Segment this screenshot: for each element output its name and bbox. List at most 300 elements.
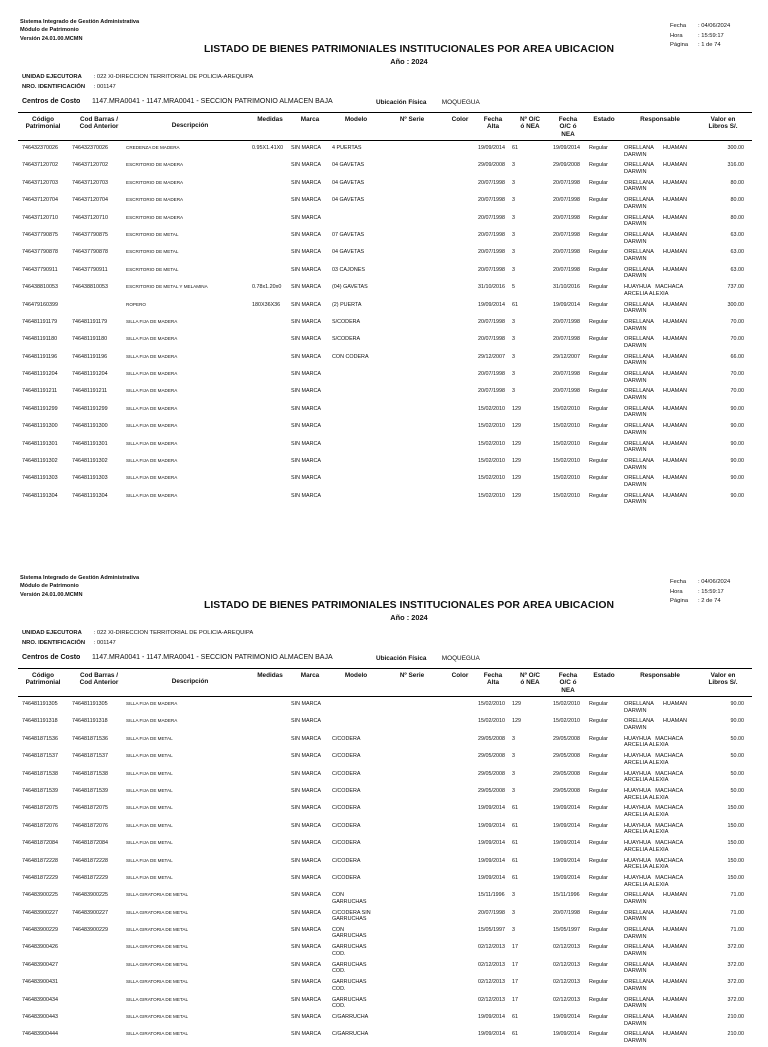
cell-marca: SIN MARCA <box>291 1031 321 1038</box>
responsable-line: ORELLANA HUAMAN <box>624 179 688 186</box>
cell-descripcion: ESCRITORIO DE MADERA <box>126 214 184 220</box>
cell-estado: Regular <box>589 353 608 360</box>
cell-fecha-alta: 29/12/2007 <box>478 353 505 360</box>
cell-fecha-oc: 02/12/2013 <box>553 979 580 986</box>
fecha-value: : 04/06/2024 <box>698 23 731 29</box>
cell-nro-oc: 3 <box>512 735 515 742</box>
cell-nro-oc: 129 <box>512 423 521 430</box>
cell-estado: Regular <box>589 197 608 204</box>
cell-fecha-oc: 20/07/1998 <box>553 909 580 916</box>
cell-modelo: (04) GAVETAS <box>332 284 368 291</box>
cell-estado: Regular <box>589 231 608 238</box>
cell-marca: SIN MARCA <box>291 718 321 725</box>
cell-nro-oc: 3 <box>512 353 515 360</box>
pagina-label: Página <box>670 598 689 604</box>
cell-estado: Regular <box>589 961 608 968</box>
cell-nro-oc: 3 <box>512 909 515 916</box>
cell-fecha-oc: 19/09/2014 <box>553 822 580 829</box>
cell-fecha-alta: 19/09/2014 <box>478 145 505 151</box>
cell-marca: SIN MARCA <box>291 197 321 204</box>
responsable-line: HUAYHUA MACHACA <box>624 822 684 829</box>
cell-descripcion: ROPERO <box>126 301 146 307</box>
cell-responsable <box>624 1014 687 1027</box>
cell-fecha-alta: 15/05/1997 <box>478 927 505 934</box>
cell-barras: 746481191180 <box>72 336 108 343</box>
cell-fecha-alta: 29/05/2008 <box>478 787 505 794</box>
cell-codigo: 746481872076 <box>22 822 58 829</box>
cell-barras: 746481191300 <box>72 423 108 430</box>
responsable-line: ORELLANA HUAMAN <box>624 214 688 221</box>
col-medidas: Medidas <box>257 116 283 123</box>
cell-nro-oc: 3 <box>512 318 515 325</box>
cell-valor: 737.00 <box>727 284 744 291</box>
cell-fecha-alta: 15/02/2010 <box>478 440 505 447</box>
responsable-line: DARWIN <box>624 1038 647 1045</box>
table-row <box>0 352 768 369</box>
cell-fecha-alta: 20/07/1998 <box>478 318 505 325</box>
cell-codigo: 746481871539 <box>22 787 58 794</box>
cell-marca: SIN MARCA <box>291 770 321 777</box>
cell-estado: Regular <box>589 266 608 273</box>
cell-barras: 746437790911 <box>72 266 108 273</box>
cell-marca: SIN MARCA <box>291 787 321 794</box>
cell-nro-oc: 129 <box>512 405 521 412</box>
cell-estado: Regular <box>589 145 608 151</box>
cell-valor: 372.00 <box>727 961 744 968</box>
cell-descripcion: SILLA FIJA DE METAL <box>126 840 173 846</box>
cell-marca: SIN MARCA <box>291 214 321 221</box>
responsable-line: DARWIN <box>624 933 647 940</box>
cell-codigo: 746483900434 <box>22 996 58 1003</box>
table-row <box>0 317 768 334</box>
table-row <box>0 942 768 959</box>
cell-nro-oc: 61 <box>512 301 518 308</box>
cell-fecha-alta: 19/09/2014 <box>478 1031 505 1038</box>
cell-fecha-oc: 20/07/1998 <box>553 179 580 186</box>
cell-marca: SIN MARCA <box>291 753 321 760</box>
responsable-line: ORELLANA HUAMAN <box>624 701 688 707</box>
cell-fecha-oc: 29/05/2008 <box>553 787 580 794</box>
cell-estado: Regular <box>589 927 608 934</box>
responsable-line: HUAYHUA MACHACA <box>624 735 684 742</box>
responsable-line: ORELLANA HUAMAN <box>624 405 688 412</box>
cell-descripcion: SILLA GIRATORIA DE METAL <box>126 979 189 985</box>
cell-fecha-alta: 15/02/2010 <box>478 718 505 725</box>
responsable-line: ARCELIA ALEXIA <box>624 290 669 297</box>
cell-valor: 210.00 <box>727 1014 744 1021</box>
table-row <box>0 404 768 421</box>
cell-nro-oc: 3 <box>512 336 515 343</box>
responsable-line: ORELLANA HUAMAN <box>624 353 688 360</box>
responsable-line: ARCELIA ALEXIA <box>624 881 669 888</box>
pagina-label: Página <box>670 42 689 48</box>
unidad-value: : 022 XI-DIRECCION TERRITORIAL DE POLICIA-AREQUIPA <box>93 74 254 80</box>
table-row <box>0 925 768 942</box>
responsable-line: DARWIN <box>624 724 647 731</box>
cell-estado: Regular <box>589 909 608 916</box>
responsable-line: DARWIN <box>624 985 647 992</box>
ubicacion-value: MOQUEGUA <box>441 99 480 106</box>
cell-fecha-alta: 15/02/2010 <box>478 458 505 465</box>
cell-estado: Regular <box>589 440 608 447</box>
cell-estado: Regular <box>589 162 608 169</box>
cell-valor: 300.00 <box>727 145 744 151</box>
cell-fecha-oc: 15/02/2010 <box>553 701 580 707</box>
cell-codigo: 746437120703 <box>22 179 58 186</box>
cell-responsable <box>624 267 687 280</box>
cell-modelo: C/CODERA <box>332 735 361 742</box>
table-row <box>0 247 768 264</box>
cell-fecha-oc: 19/09/2014 <box>553 874 580 881</box>
responsable-line: DARWIN <box>624 395 647 402</box>
cell-codigo: 746483900444 <box>22 1031 58 1038</box>
cell-fecha-alta: 20/07/1998 <box>478 336 505 343</box>
cell-responsable <box>624 232 687 245</box>
col-fecha-alta: Fecha Alta <box>483 116 503 131</box>
cell-codigo: 746481872228 <box>22 857 58 864</box>
cell-codigo: 746437790875 <box>22 231 58 238</box>
cell-codigo: 746483900431 <box>22 979 58 986</box>
table-row <box>0 282 768 299</box>
cell-barras: 746481191211 <box>72 388 108 395</box>
table-row <box>0 300 768 317</box>
module-name: Módulo de Patrimonio <box>20 583 79 590</box>
cell-modelo: C/CODERA <box>332 787 361 794</box>
cell-valor: 90.00 <box>730 405 744 412</box>
cell-fecha-oc: 29/09/2008 <box>553 162 580 169</box>
cell-fecha-oc: 20/07/1998 <box>553 336 580 343</box>
cell-responsable <box>624 284 683 297</box>
cell-responsable <box>624 840 683 853</box>
cell-fecha-alta: 02/12/2013 <box>478 996 505 1003</box>
fecha-label: Fecha <box>670 23 687 29</box>
cell-valor: 150.00 <box>727 874 744 881</box>
cell-fecha-oc: 02/12/2013 <box>553 944 580 951</box>
cell-modelo: 07 GAVETAS <box>332 231 365 238</box>
cell-nro-oc: 61 <box>512 857 518 864</box>
cell-modelo: GARRUCHAS COD. <box>332 944 367 957</box>
cell-descripcion: SILLA FIJA DE MADERA <box>126 353 178 359</box>
cell-descripcion: SILLA FIJA DE MADERA <box>126 336 178 342</box>
cell-fecha-oc: 02/12/2013 <box>553 961 580 968</box>
cell-fecha-alta: 19/09/2014 <box>478 301 505 308</box>
cell-fecha-alta: 20/07/1998 <box>478 179 505 186</box>
table-row <box>0 803 768 820</box>
responsable-line: DARWIN <box>624 238 647 245</box>
report-page <box>0 556 768 1045</box>
cell-barras: 746437790875 <box>72 231 108 238</box>
cell-descripcion: ESCRITORIO DE METAL <box>126 249 179 255</box>
cell-marca: SIN MARCA <box>291 979 321 986</box>
fecha-value: : 04/06/2024 <box>698 579 731 585</box>
cell-fecha-alta: 15/02/2010 <box>478 492 505 499</box>
cell-marca: SIN MARCA <box>291 145 321 151</box>
cell-modelo: 03 CAJONES <box>332 266 365 273</box>
nro-identificacion <box>22 640 116 646</box>
cell-codigo: 746481872075 <box>22 805 58 812</box>
cell-responsable <box>624 423 687 436</box>
report-title: LISTADO DE BIENES PATRIMONIALES INSTITUCIONALES POR AREA UBICACION <box>203 44 615 55</box>
cell-estado: Regular <box>589 822 608 829</box>
cell-nro-oc: 61 <box>512 145 518 151</box>
cell-fecha-alta: 20/07/1998 <box>478 197 505 204</box>
cell-marca: SIN MARCA <box>291 336 321 343</box>
responsable-line: ORELLANA HUAMAN <box>624 892 688 899</box>
cell-codigo: 746481191180 <box>22 336 58 343</box>
cell-nro-oc: 3 <box>512 214 515 221</box>
table-row <box>0 386 768 403</box>
hora-label: Hora <box>670 32 683 39</box>
centro-costo <box>22 654 333 661</box>
cell-barras: 746481872229 <box>72 874 108 881</box>
cell-estado: Regular <box>589 492 608 499</box>
responsable-line: ORELLANA HUAMAN <box>624 145 688 151</box>
table-row <box>0 734 768 751</box>
responsable-line: ORELLANA HUAMAN <box>624 336 688 343</box>
header-bottom-rule <box>18 696 752 697</box>
cell-fecha-alta: 20/07/1998 <box>478 371 505 378</box>
cell-descripcion: SILLA FIJA DE MADERA <box>126 405 178 411</box>
cell-fecha-oc: 20/07/1998 <box>553 318 580 325</box>
cell-codigo: 746481191196 <box>22 353 58 360</box>
cell-marca: SIN MARCA <box>291 301 321 308</box>
responsable-line: ORELLANA HUAMAN <box>624 1031 688 1038</box>
cell-barras: 746481872084 <box>72 840 108 847</box>
cell-nro-oc: 17 <box>512 961 518 968</box>
cell-codigo: 746481191305 <box>22 701 58 707</box>
cell-barras: 746437120702 <box>72 162 108 169</box>
cell-responsable <box>624 371 687 384</box>
responsable-line: HUAYHUA MACHACA <box>624 857 684 864</box>
responsable-line: DARWIN <box>624 255 647 262</box>
cell-modelo: (2) PUERTA <box>332 301 362 308</box>
cell-estado: Regular <box>589 996 608 1003</box>
table-row <box>0 265 768 282</box>
table-row <box>0 960 768 977</box>
cell-valor: 90.00 <box>730 423 744 430</box>
cell-valor: 90.00 <box>730 440 744 447</box>
cell-fecha-alta: 20/07/1998 <box>478 214 505 221</box>
cell-valor: 80.00 <box>730 197 744 204</box>
cell-descripcion: SILLA FIJA DE MADERA <box>126 440 178 446</box>
col-fecha-oc: Fecha O/C ó NEA <box>558 672 578 694</box>
cell-responsable <box>624 475 687 488</box>
header-top-rule <box>18 668 752 669</box>
cell-responsable <box>624 493 687 506</box>
cell-estado: Regular <box>589 701 608 707</box>
cell-modelo: C/CODERA <box>332 840 361 847</box>
cell-nro-oc: 3 <box>512 371 515 378</box>
table-row <box>0 213 768 230</box>
cell-barras: 746437120704 <box>72 197 108 204</box>
cell-descripcion: SILLA GIRATORIA DE METAL <box>126 909 189 915</box>
cell-estado: Regular <box>589 944 608 951</box>
unidad-label: UNIDAD EJECUTORA <box>22 630 82 636</box>
cell-marca: SIN MARCA <box>291 996 321 1003</box>
col-codigo: Código Patrimonial <box>25 672 61 687</box>
cell-valor: 66.00 <box>730 353 744 360</box>
cell-codigo: 746481871538 <box>22 770 58 777</box>
cell-valor: 71.00 <box>730 909 744 916</box>
responsable-line: DARWIN <box>624 203 647 210</box>
responsable-line: DARWIN <box>624 707 647 714</box>
module-name: Módulo de Patrimonio <box>20 27 79 34</box>
cell-modelo: C/GARRUCHA <box>332 1014 369 1021</box>
cell-estado: Regular <box>589 805 608 812</box>
cell-barras: 746481871537 <box>72 753 108 760</box>
cell-fecha-oc: 19/09/2014 <box>553 857 580 864</box>
cell-barras: 746481871536 <box>72 735 108 742</box>
nro-value: : 001147 <box>93 640 116 646</box>
table-row <box>0 873 768 890</box>
version-label: Versión 24.01.00.MCMN <box>20 35 83 42</box>
table-row <box>0 769 768 786</box>
table-row <box>0 421 768 438</box>
cell-estado: Regular <box>589 787 608 794</box>
col-fecha-oc: Fecha O/C ó NEA <box>558 116 578 138</box>
cell-fecha-alta: 29/05/2008 <box>478 735 505 742</box>
cell-fecha-oc: 15/02/2010 <box>553 405 580 412</box>
cell-valor: 80.00 <box>730 214 744 221</box>
cell-codigo: 746481191303 <box>22 475 58 482</box>
cell-marca: SIN MARCA <box>291 822 321 829</box>
cell-fecha-alta: 15/02/2010 <box>478 423 505 430</box>
cell-responsable <box>624 319 687 332</box>
nro-label: NRO. IDENTIFICACIÓN <box>22 84 86 90</box>
cell-responsable <box>624 406 687 419</box>
responsable-line: HUAYHUA MACHACA <box>624 770 684 777</box>
responsable-line: ORELLANA HUAMAN <box>624 492 688 499</box>
cell-valor: 90.00 <box>730 475 744 482</box>
cell-marca: SIN MARCA <box>291 423 321 430</box>
col-responsable: Responsable <box>640 672 680 679</box>
responsable-line: ORELLANA HUAMAN <box>624 979 688 986</box>
cell-descripcion: SILLA GIRATORIA DE METAL <box>126 944 189 950</box>
table-row <box>0 890 768 907</box>
cell-codigo: 746481871536 <box>22 735 58 742</box>
cell-marca: SIN MARCA <box>291 371 321 378</box>
responsable-line: DARWIN <box>624 412 647 419</box>
cell-modelo: 04 GAVETAS <box>332 197 365 204</box>
responsable-line: ORELLANA HUAMAN <box>624 249 688 256</box>
cell-fecha-alta: 02/12/2013 <box>478 979 505 986</box>
cell-responsable <box>624 910 687 923</box>
responsable-line: ORELLANA HUAMAN <box>624 475 688 482</box>
cell-valor: 372.00 <box>727 996 744 1003</box>
cell-estado: Regular <box>589 857 608 864</box>
responsable-line: DARWIN <box>624 916 647 923</box>
cell-responsable <box>624 145 687 158</box>
cell-marca: SIN MARCA <box>291 475 321 482</box>
col-barras: Cod Barras / Cod Anterior <box>79 672 119 687</box>
cell-descripcion: ESCRITORIO DE METAL <box>126 266 179 272</box>
cell-estado: Regular <box>589 892 608 899</box>
cell-valor: 90.00 <box>730 458 744 465</box>
cell-fecha-oc: 19/09/2014 <box>553 145 580 151</box>
responsable-line: DARWIN <box>624 377 647 384</box>
responsable-line: ARCELIA ALEXIA <box>624 829 669 836</box>
cell-nro-oc: 61 <box>512 1031 518 1038</box>
cell-responsable <box>624 215 687 228</box>
cell-marca: SIN MARCA <box>291 405 321 412</box>
cell-responsable <box>624 944 687 957</box>
responsable-line: ORELLANA HUAMAN <box>624 197 688 204</box>
cell-codigo: 746483900443 <box>22 1014 58 1021</box>
cell-responsable <box>624 197 687 210</box>
cell-nro-oc: 3 <box>512 266 515 273</box>
cell-fecha-alta: 29/05/2008 <box>478 753 505 760</box>
cell-nro-oc: 61 <box>512 822 518 829</box>
cell-fecha-oc: 15/02/2010 <box>553 492 580 499</box>
ubicacion-fisica <box>376 99 480 106</box>
cell-nro-oc: 3 <box>512 892 515 899</box>
cell-barras: 746481871539 <box>72 787 108 794</box>
cell-marca: SIN MARCA <box>291 961 321 968</box>
cell-codigo: 746481191211 <box>22 388 58 395</box>
responsable-line: ORELLANA HUAMAN <box>624 961 688 968</box>
table-row <box>0 995 768 1012</box>
centro-value: 1147.MRA0041 - 1147.MRA0041 - SECCION PATRIMONIO ALMACEN BAJA <box>91 654 333 661</box>
report-year: Año : 2024 <box>390 613 428 622</box>
cell-nro-oc: 61 <box>512 874 518 881</box>
cell-valor: 50.00 <box>730 735 744 742</box>
responsable-line: ORELLANA HUAMAN <box>624 371 688 378</box>
cell-codigo: 746481191299 <box>22 405 58 412</box>
responsable-line: ARCELIA ALEXIA <box>624 811 669 818</box>
cell-fecha-alta: 19/09/2014 <box>478 822 505 829</box>
cell-fecha-oc: 15/05/1997 <box>553 927 580 934</box>
cell-valor: 70.00 <box>730 388 744 395</box>
responsable-line: DARWIN <box>624 221 647 228</box>
cell-nro-oc: 129 <box>512 701 521 707</box>
cell-valor: 90.00 <box>730 718 744 725</box>
table-row <box>0 160 768 177</box>
col-serie: Nº Serie <box>399 672 425 679</box>
responsable-line: HUAYHUA MACHACA <box>624 874 684 881</box>
pagina-value: : 2 de 74 <box>698 598 721 604</box>
cell-codigo: 746437790911 <box>22 266 58 273</box>
table-row <box>0 716 768 733</box>
cell-barras: 746483900225 <box>72 892 108 899</box>
col-descripcion: Descripción <box>171 122 209 129</box>
table-row <box>0 856 768 873</box>
cell-descripcion: SILLA FIJA DE MADERA <box>126 492 178 498</box>
col-medidas: Medidas <box>257 672 283 679</box>
version-label: Versión 24.01.00.MCMN <box>20 591 83 598</box>
cell-barras: 746432370026 <box>72 145 108 151</box>
unidad-ejecutora <box>22 74 253 80</box>
cell-marca: SIN MARCA <box>291 249 321 256</box>
cell-nro-oc: 129 <box>512 475 521 482</box>
cell-descripcion: SILLA GIRATORIA DE METAL <box>126 996 189 1002</box>
responsable-line: ORELLANA HUAMAN <box>624 266 688 273</box>
responsable-line: ARCELIA ALEXIA <box>624 777 669 784</box>
responsable-line: DARWIN <box>624 429 647 436</box>
system-name: Sistema Integrado de Gestión Administrativa <box>20 19 140 25</box>
centro-costo <box>22 98 333 105</box>
col-valor: Valor en Libros S/. <box>708 116 738 131</box>
table-row <box>0 439 768 456</box>
col-color: Color <box>451 672 469 679</box>
col-estado: Estado <box>593 672 615 679</box>
table-row <box>0 456 768 473</box>
cell-marca: SIN MARCA <box>291 805 321 812</box>
cell-modelo: C/CODERA <box>332 822 361 829</box>
cell-fecha-oc: 19/09/2014 <box>553 840 580 847</box>
cell-nro-oc: 3 <box>512 162 515 169</box>
cell-valor: 50.00 <box>730 787 744 794</box>
table-row <box>0 334 768 351</box>
